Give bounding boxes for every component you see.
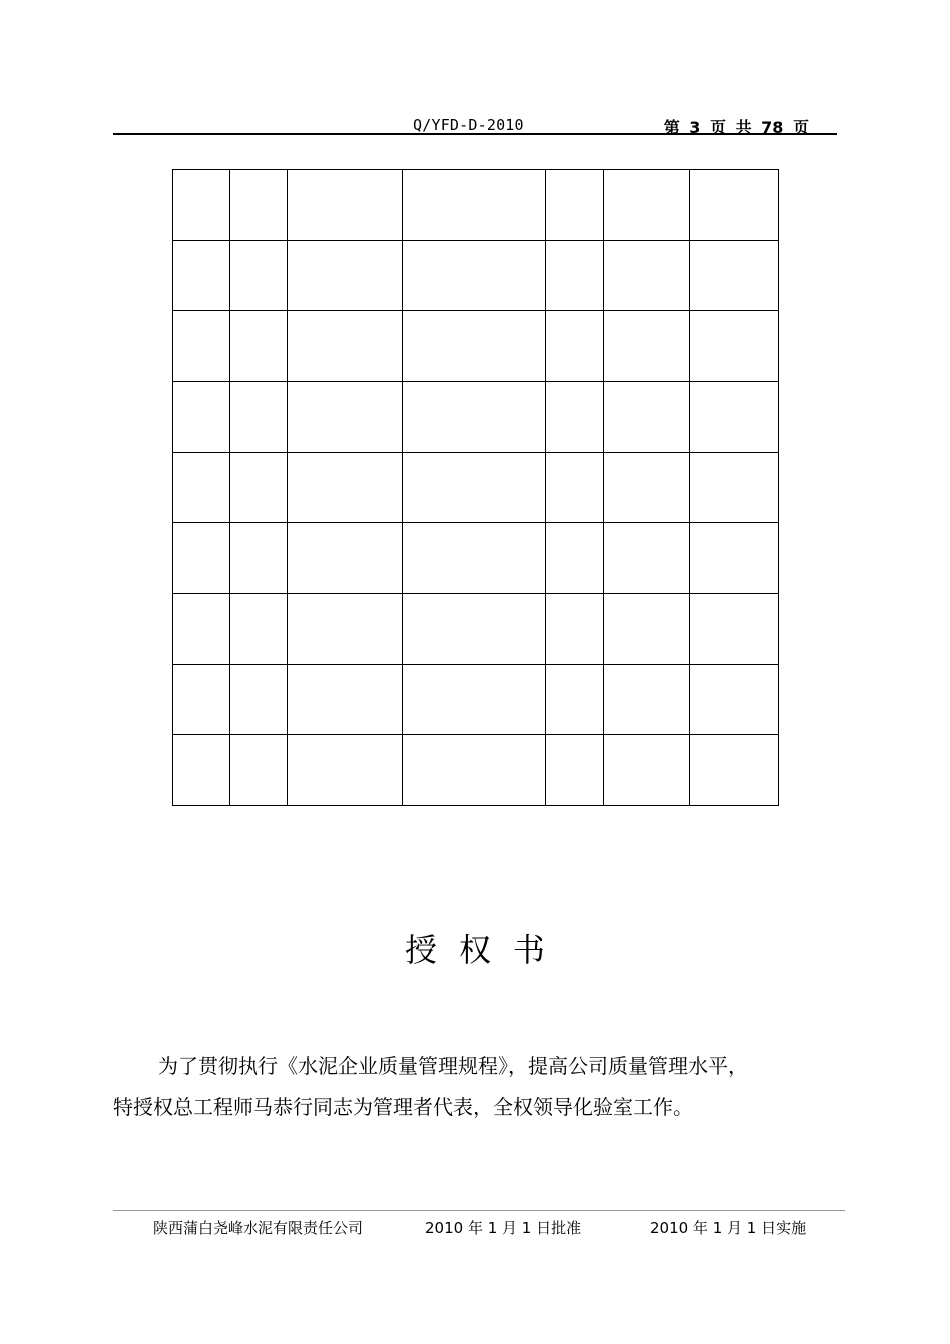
table-cell (403, 523, 546, 594)
table-cell (230, 452, 288, 523)
table-cell (690, 664, 779, 735)
table-cell (230, 240, 288, 311)
table-cell (403, 452, 546, 523)
table-cell (288, 311, 403, 382)
paragraph-line: 特授权总工程师马恭行同志为管理者代表，全权领导化验室工作。 (113, 1095, 693, 1119)
table-cell (173, 735, 230, 806)
table-row (173, 664, 779, 735)
table-cell (173, 593, 230, 664)
table-cell (288, 381, 403, 452)
footer-divider (113, 1210, 845, 1211)
table-cell (288, 593, 403, 664)
table-cell (173, 170, 230, 241)
table-cell (604, 381, 690, 452)
table-cell (230, 593, 288, 664)
table-cell (546, 664, 604, 735)
table-cell (690, 381, 779, 452)
table-cell (403, 735, 546, 806)
table-cell (604, 735, 690, 806)
footer-company: 陕西蒲白尧峰水泥有限责任公司 (153, 1219, 364, 1237)
table-cell (546, 381, 604, 452)
page-number: 第 3 页 共 78 页 (663, 118, 809, 137)
table-cell (690, 311, 779, 382)
table-cell (604, 593, 690, 664)
table-cell (173, 311, 230, 382)
table-cell (546, 170, 604, 241)
table-cell (546, 240, 604, 311)
table-cell (230, 381, 288, 452)
table-cell (230, 311, 288, 382)
table-cell (403, 311, 546, 382)
table-cell (230, 170, 288, 241)
table-cell (403, 593, 546, 664)
table-cell (403, 381, 546, 452)
table-cell (546, 452, 604, 523)
table-row (173, 381, 779, 452)
footer-approved-date: 2010 年 1 月 1 日批准 (425, 1219, 582, 1237)
footer-effective-date: 2010 年 1 月 1 日实施 (650, 1219, 807, 1237)
document-code: Q/YFD-D-2010 (413, 116, 524, 134)
table-cell (173, 240, 230, 311)
table-cell (546, 311, 604, 382)
table-cell (604, 523, 690, 594)
table-row (173, 311, 779, 382)
table-cell (173, 523, 230, 594)
table-row (173, 593, 779, 664)
table-cell (604, 311, 690, 382)
table-cell (690, 735, 779, 806)
table-row (173, 523, 779, 594)
table-cell (690, 523, 779, 594)
table-cell (230, 735, 288, 806)
table-cell (604, 240, 690, 311)
table-cell (403, 664, 546, 735)
table-cell (288, 170, 403, 241)
page-footer (0, 1217, 950, 1241)
authorization-paragraph (113, 1046, 843, 1128)
table-cell (173, 452, 230, 523)
table-cell (173, 664, 230, 735)
table-row (173, 240, 779, 311)
table-cell (288, 240, 403, 311)
table-cell (690, 452, 779, 523)
table-cell (546, 523, 604, 594)
table-cell (604, 664, 690, 735)
table-row (173, 452, 779, 523)
table-cell (403, 170, 546, 241)
table-row (173, 170, 779, 241)
table-cell (288, 735, 403, 806)
table-cell (690, 240, 779, 311)
blank-grid-table (172, 169, 779, 806)
table-cell (230, 664, 288, 735)
document-title: 授权书 (404, 931, 567, 969)
table-cell (604, 452, 690, 523)
table-cell (288, 523, 403, 594)
table-cell (230, 523, 288, 594)
table-cell (288, 664, 403, 735)
table-cell (546, 593, 604, 664)
table-cell (173, 381, 230, 452)
table-cell (288, 452, 403, 523)
table-cell (690, 593, 779, 664)
table-cell (690, 170, 779, 241)
table-row (173, 735, 779, 806)
header-divider (113, 133, 837, 135)
table-cell (403, 240, 546, 311)
paragraph-line: 为了贯彻执行《水泥企业质量管理规程》，提高公司质量管理水平， (158, 1054, 748, 1078)
table-cell (546, 735, 604, 806)
table-cell (604, 170, 690, 241)
